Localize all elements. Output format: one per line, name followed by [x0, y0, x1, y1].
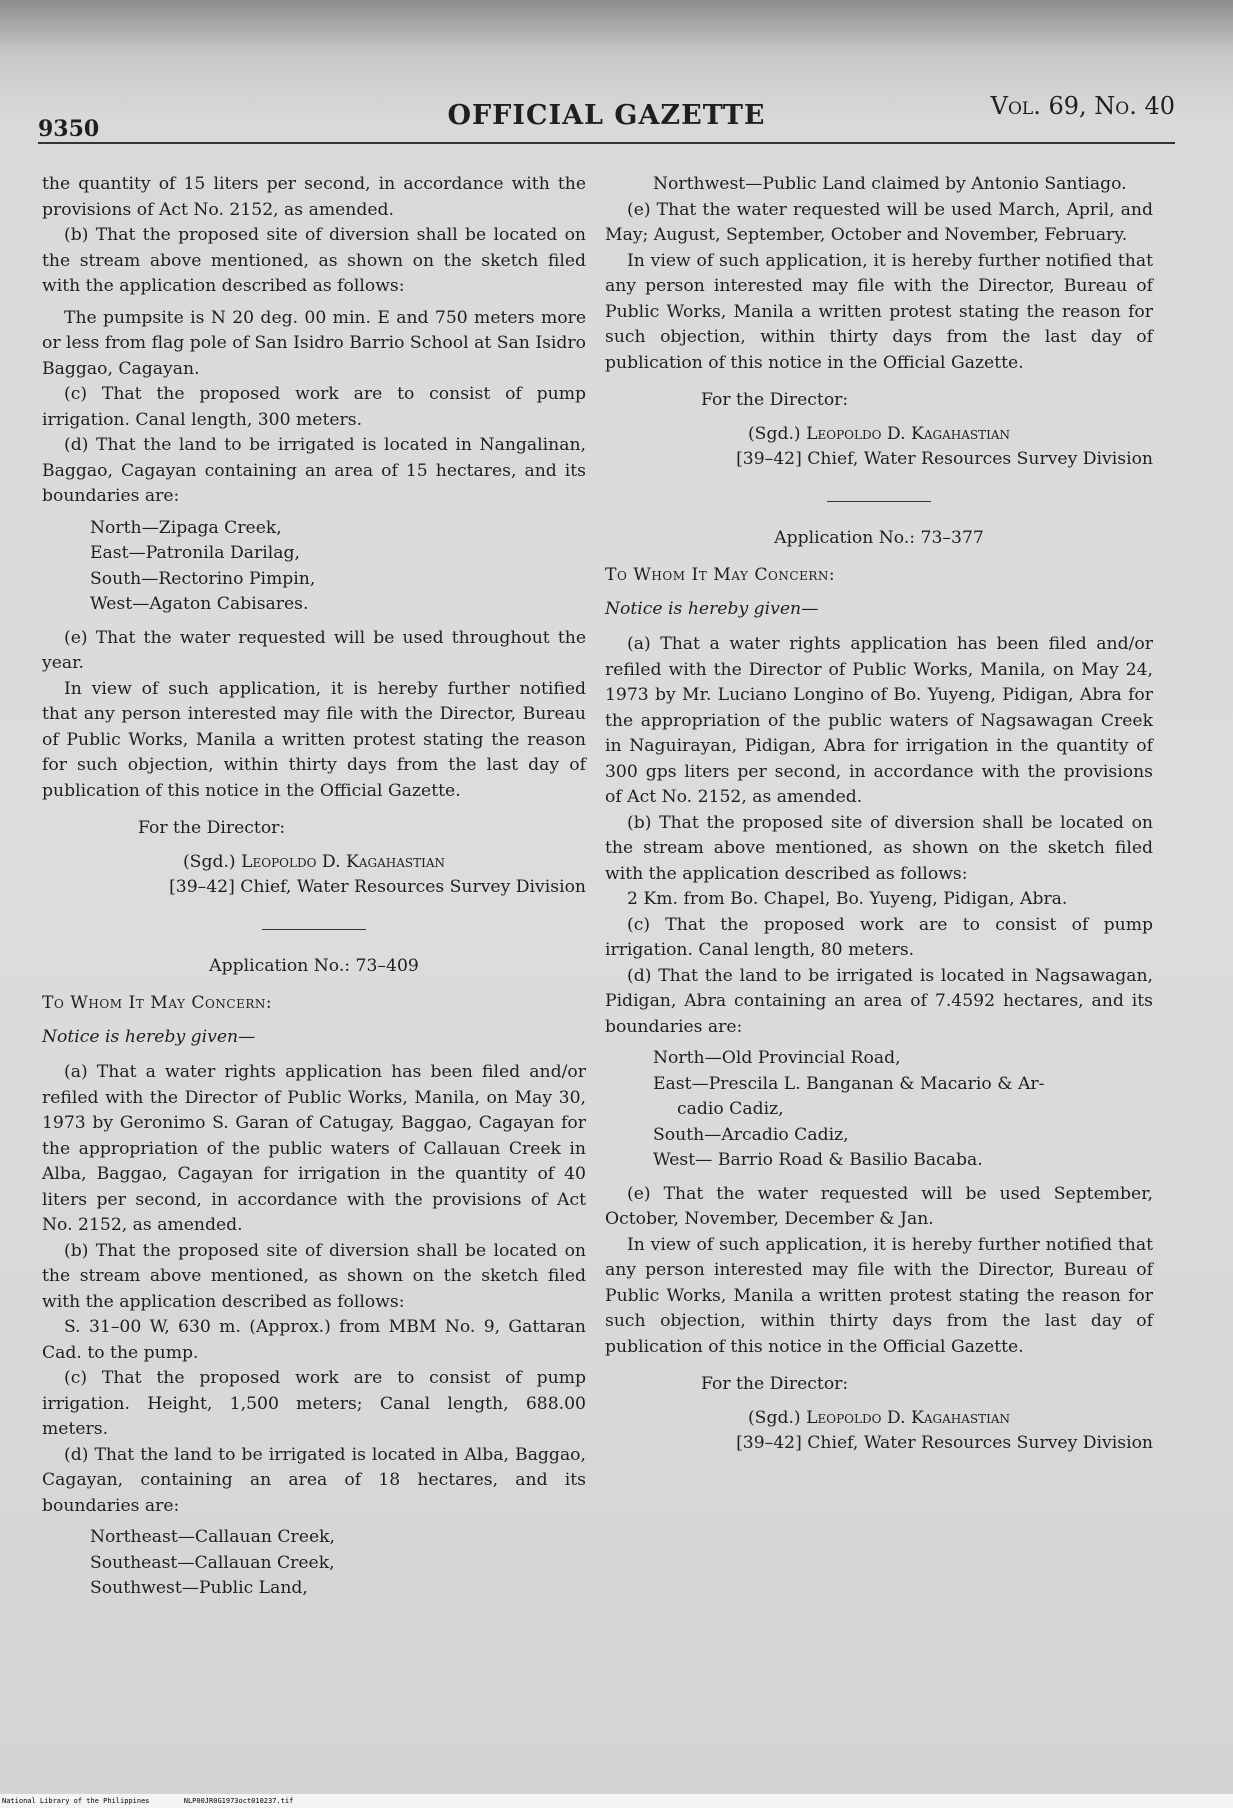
paragraph: 2 Km. from Bo. Chapel, Bo. Yuyeng, Pidigan, Abra. — [627, 889, 1068, 909]
list-item-continuation: cadio Cadiz, — [677, 1099, 784, 1119]
library-credit: National Library of the Philippines — [2, 1797, 150, 1805]
paragraph: (d) That the land to be irrigated is located in Alba, Baggao, Cagayan, containing an area of 18 hectares, and its boundaries are: — [42, 1444, 586, 1516]
paragraph: The pumpsite is N 20 deg. 00 min. E and 750 meters more or less from flag pole of San Isidro Barrio School at San Isidro Baggao, Cagayan. — [42, 307, 586, 379]
application-number: Application No.: 73–377 — [774, 527, 984, 548]
paragraph: In view of such application, it is hereby further notified that any person interested may file with the Director, Bureau of Public Works, Manila a written protest stating the reason for such objection, within thirty days from the last day of publication of this notice in the Official Gazette. — [605, 250, 1153, 373]
notice-heading: Notice is hereby given— — [42, 1026, 256, 1047]
page-number: 9350 — [38, 116, 100, 142]
boundary-continuation: Northwest—Public Land claimed by Antonio Santiago. — [653, 174, 1127, 194]
paragraph: (b) That the proposed site of diversion shall be located on the stream above mentioned, as shown on the sketch filed with the application described as follows: — [605, 812, 1153, 884]
signature-line — [42, 850, 586, 876]
signatory-name: Leopoldo D. Kagahastian — [241, 851, 446, 872]
signatory-title: [39–42] Chief, Water Resources Survey Division — [169, 877, 586, 897]
right-column — [605, 172, 1153, 1457]
volume-number: Vol. 69, No. 40 — [990, 92, 1175, 120]
list-item: South—Arcadio Cadiz, — [653, 1124, 849, 1145]
for-director: For the Director: — [701, 390, 849, 410]
list-item: Northeast—Callauan Creek, — [90, 1527, 335, 1547]
for-director: For the Director: — [701, 1374, 849, 1394]
journal-title: OFFICIAL GAZETTE — [447, 100, 766, 131]
paragraph: the quantity of 15 liters per second, in accordance with the provisions of Act No. 2152, as amended. — [42, 174, 586, 220]
signatory-name: Leopoldo D. Kagahastian — [806, 423, 1011, 444]
signatory-name: Leopoldo D. Kagahastian — [806, 1407, 1011, 1428]
paragraph: (e) That the water requested will be used March, April, and May; August, September, October and November, February. — [605, 199, 1153, 245]
paragraph: (d) That the land to be irrigated is located in Nangalinan, Baggao, Cagayan containing an area of 15 hectares, and its boundaries are: — [42, 435, 586, 506]
paragraph: (d) That the land to be irrigated is located in Nagsawagan, Pidigan, Abra containing an area of 7.4592 hectares, and its boundaries are: — [605, 965, 1153, 1037]
paragraph: (c) That the proposed work are to consist of pump irrigation. Canal length, 300 meters. — [42, 384, 586, 430]
paragraph: (b) That the proposed site of diversion shall be located on the stream above mentioned, as shown on the sketch filed with the application described as follows: — [42, 1240, 586, 1312]
salutation: To Whom It May Concern: — [605, 565, 836, 585]
list-item: South—Rectorino Pimpin, — [90, 568, 316, 589]
section-divider — [827, 501, 931, 502]
list-item: East—Patronila Darilag, — [90, 543, 300, 563]
list-item: West— Barrio Road & Basilio Bacaba. — [653, 1150, 983, 1170]
list-item: North—Zipaga Creek, — [90, 517, 282, 538]
paragraph: In view of such application, it is hereby further notified that any person interested may file with the Director, Bureau of Public Works, Manila a written protest stating the reason for such objection, within thirty days from the last day of publication of this notice in the Official Gazette. — [605, 1234, 1153, 1357]
signatory-title: [39–42] Chief, Water Resources Survey Division — [736, 1433, 1153, 1453]
list-item: West—Agaton Cabisares. — [90, 594, 309, 614]
signature-line — [605, 422, 1153, 448]
list-item: North—Old Provincial Road, — [653, 1048, 901, 1068]
file-name: NLP00JR0G1973oct010237.tif — [183, 1797, 294, 1805]
paragraph: In view of such application, it is hereby further notified that any person interested may file with the Director, Bureau of Public Works, Manila a written protest stating the reason for such objection, within thirty days from the last day of publication of this notice in the Official Gazette. — [42, 678, 586, 801]
list-item: Southwest—Public Land, — [90, 1578, 308, 1598]
sgd-mark: (Sgd.) — [747, 1407, 801, 1428]
paragraph: S. 31–00 W, 630 m. (Approx.) from MBM No. 9, Gattaran Cad. to the pump. — [42, 1317, 586, 1363]
paragraph: (b) That the proposed site of diversion shall be located on the stream above mentioned, as shown on the sketch filed with the application described as follows: — [42, 225, 586, 296]
signatory-title: [39–42] Chief, Water Resources Survey Division — [736, 449, 1153, 469]
paragraph: (a) That a water rights application has been filed and/or refiled with the Director of Public Works, Manila, on May 30, 1973 by Geronimo S. Garan of Catugay, Baggao, Cagayan for the appropriation of the public waters of Callauan Creek in Alba, Baggao, Cagayan for irrigation in the quantity of 40 liters per second, in accordance with the provisions of Act No. 2152, as amended. — [42, 1062, 586, 1235]
left-column — [42, 172, 586, 1610]
application-number: Application No.: 73–409 — [209, 955, 419, 976]
salutation: To Whom It May Concern: — [42, 993, 273, 1013]
paragraph: (a) That a water rights application has been filed and/or refiled with the Director of Public Works, Manila, on May 24, 1973 by Mr. Luciano Longino of Bo. Yuyeng, Pidigan, Abra for the appropriation of the public waters of Nagsawagan Creek in Naguirayan, Pidigan, Abra for irrigation in the quantity of 300 gps liters per second, in accordance with the provisions of Act No. 2152, as amended. — [605, 634, 1153, 807]
paragraph: (c) That the proposed work are to consist of pump irrigation. Canal length, 80 meters. — [605, 914, 1153, 960]
scan-footer — [0, 1794, 1233, 1808]
sgd-mark: (Sgd.) — [182, 851, 236, 872]
signature-line — [605, 1406, 1153, 1432]
list-item: Southeast—Callauan Creek, — [90, 1552, 335, 1573]
page-header — [38, 92, 1175, 144]
paragraph: (e) That the water requested will be used September, October, November, December & Jan. — [605, 1183, 1153, 1229]
boundaries-list — [90, 1525, 586, 1602]
sgd-mark: (Sgd.) — [747, 423, 801, 444]
paragraph: (e) That the water requested will be used throughout the year. — [42, 627, 586, 673]
for-director: For the Director: — [138, 818, 286, 838]
notice-heading: Notice is hereby given— — [605, 598, 819, 619]
paragraph: (c) That the proposed work are to consist of pump irrigation. Height, 1,500 meters; Canal length, 688.00 meters. — [42, 1368, 586, 1439]
list-item: East—Prescila L. Banganan & Macario & Ar- — [653, 1073, 1045, 1094]
boundaries-list — [653, 1046, 1153, 1174]
section-divider — [262, 929, 366, 930]
boundaries-list — [90, 516, 586, 618]
